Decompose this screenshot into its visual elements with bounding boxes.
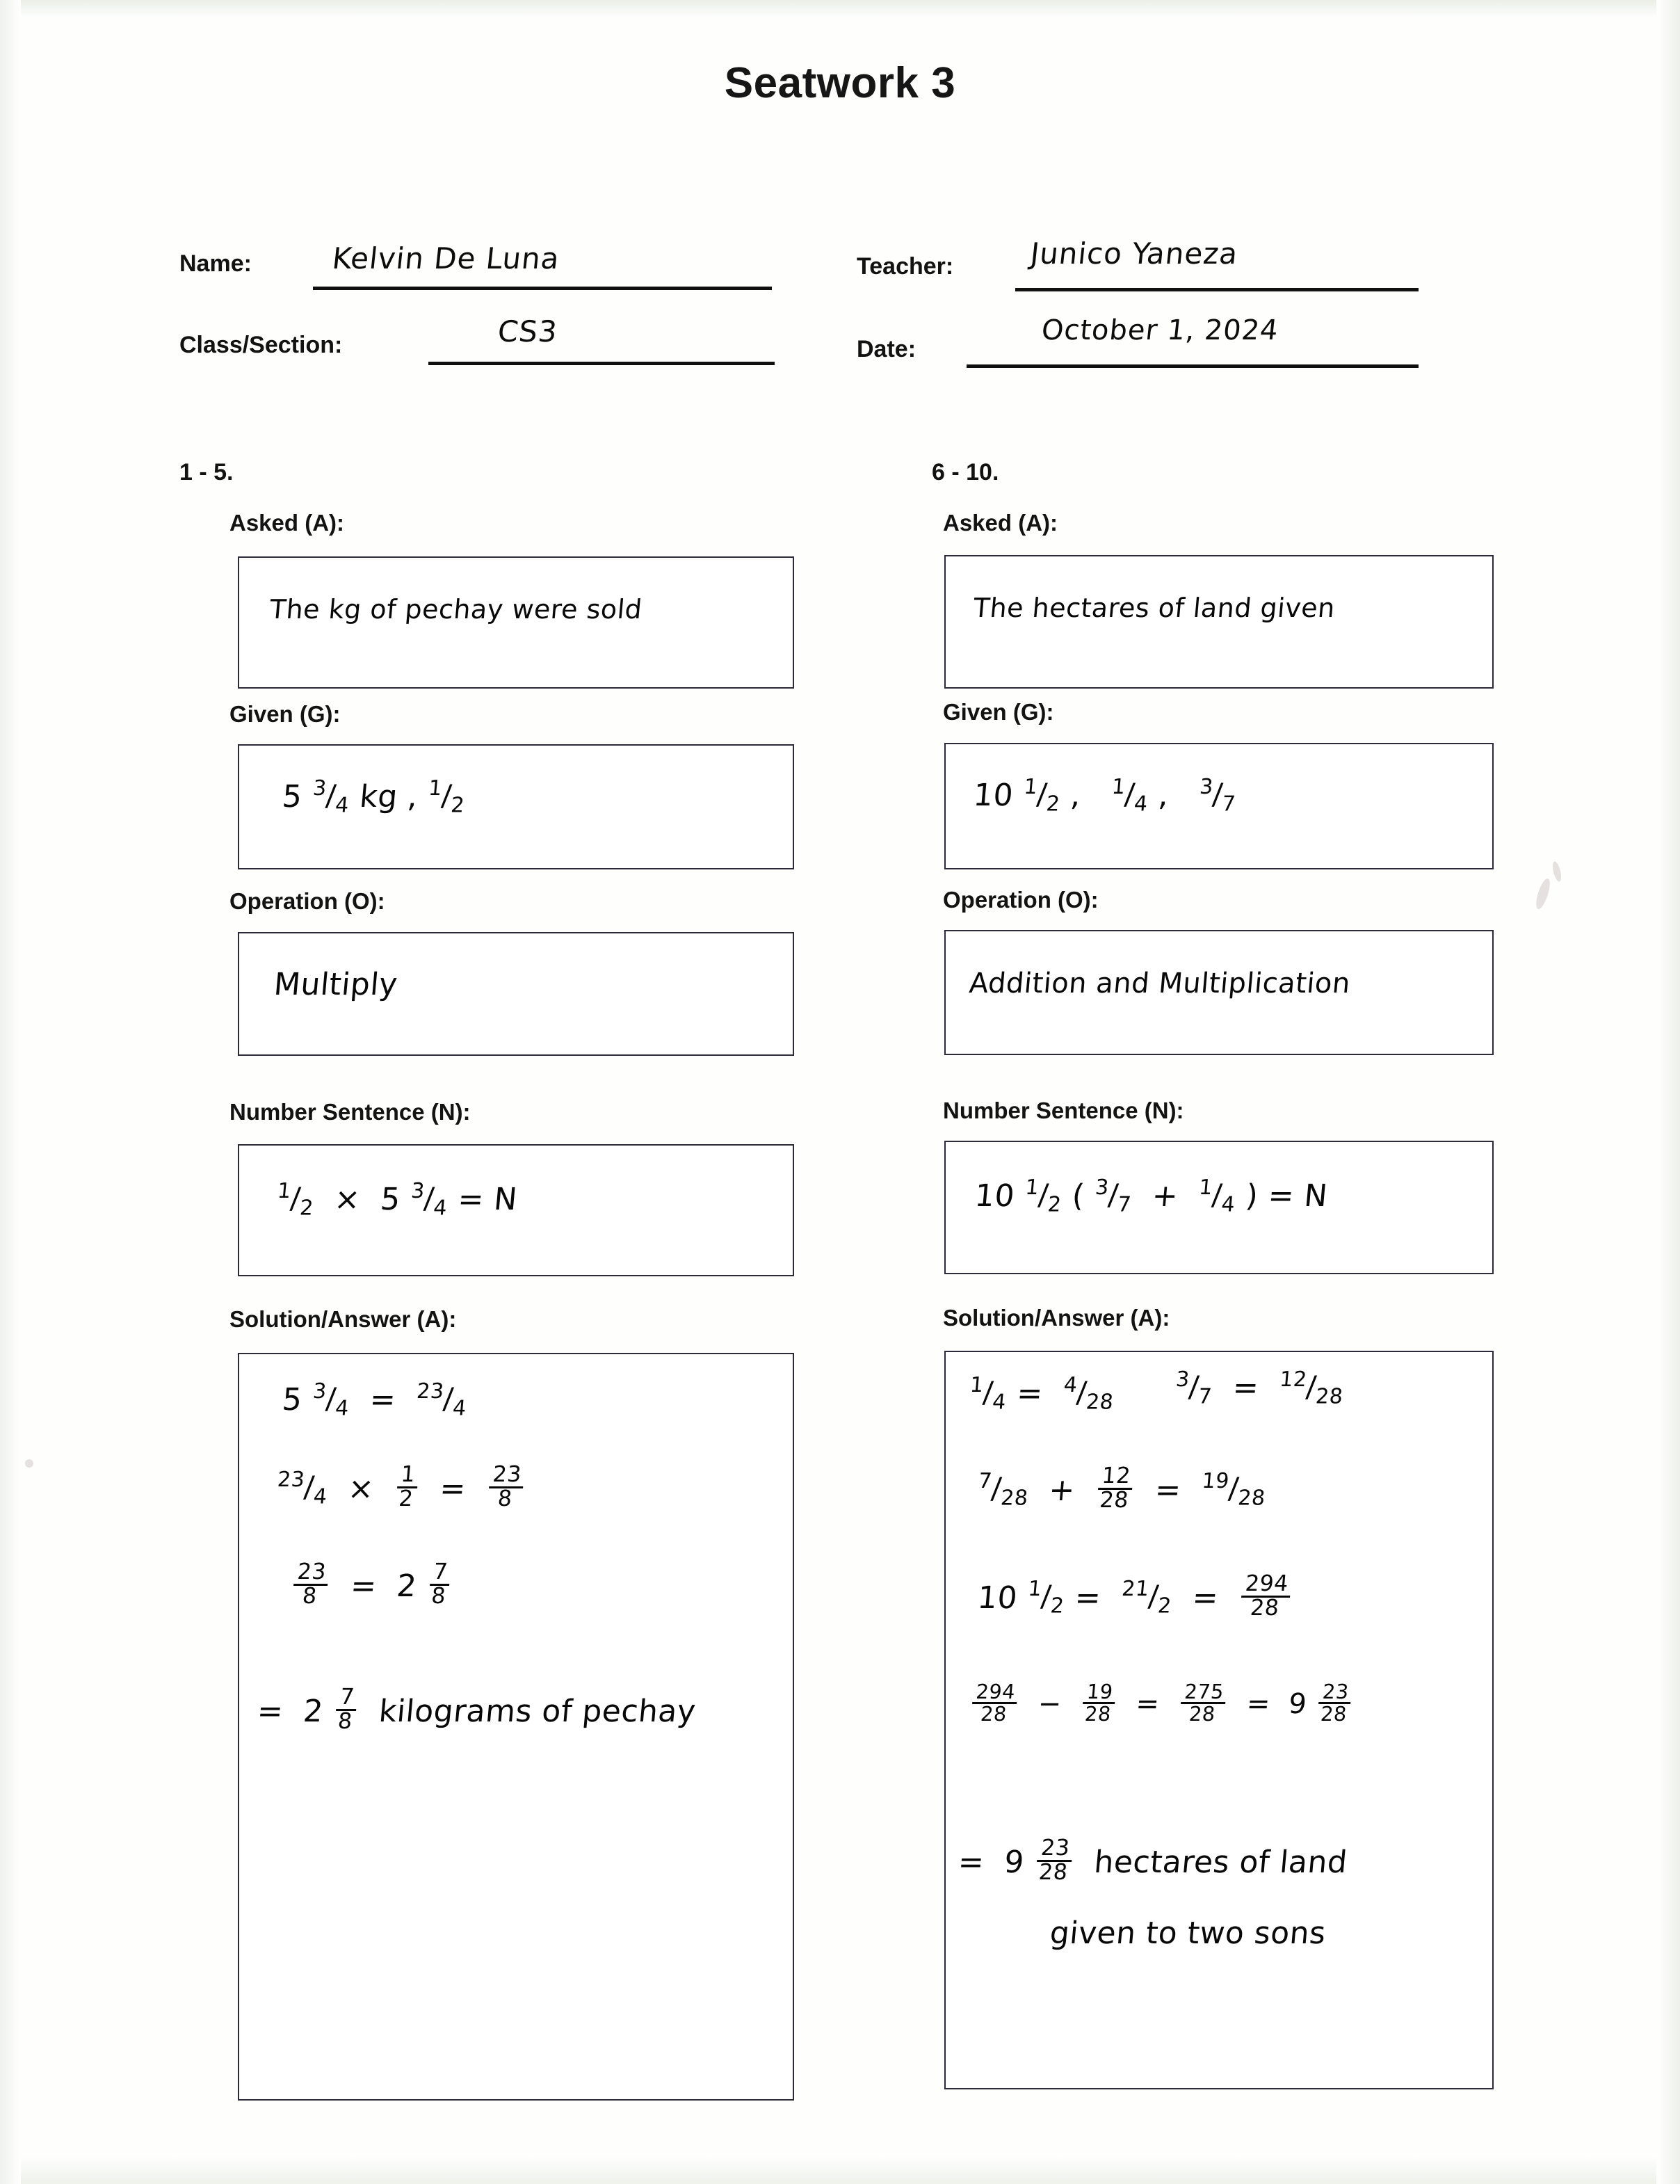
problem-1-given-value: 5 $^3/_4$ kg , $^1/_2$ bbox=[280, 776, 466, 818]
name-rule bbox=[313, 287, 772, 290]
date-label: Date: bbox=[857, 336, 916, 362]
problem-2-solution-label: Solution/Answer (A): bbox=[943, 1305, 1170, 1331]
problem-1-solution-line-1: 5 $^3/_4 = ^{23}/_4$ bbox=[280, 1379, 468, 1421]
class-section-label: Class/Section: bbox=[179, 332, 343, 358]
paper-smudge bbox=[1533, 877, 1553, 910]
page-title: Seatwork 3 bbox=[724, 59, 956, 107]
problem-1-solution-line-2: $^{23}/_4$ × $\frac{1}{2}$ = $\frac{23}{8}$ bbox=[275, 1466, 528, 1511]
scan-edge-right bbox=[1656, 0, 1680, 2184]
class-section-value[interactable]: CS3 bbox=[496, 314, 560, 348]
problem-2-given-box[interactable] bbox=[944, 743, 1494, 869]
problem-1-operation-label: Operation (O): bbox=[229, 888, 385, 914]
scan-edge-bottom bbox=[0, 2155, 1680, 2184]
date-rule bbox=[967, 364, 1419, 368]
problem-1-number-sentence-label: Number Sentence (N): bbox=[229, 1099, 471, 1125]
problem-2-operation-box[interactable] bbox=[944, 930, 1494, 1055]
problem-2-asked-box[interactable] bbox=[944, 555, 1494, 689]
problem-1-range: 1 - 5. bbox=[179, 459, 234, 485]
problem-2-asked-value: The hectares of land given bbox=[972, 593, 1336, 623]
problem-2-solution-line-3: 10 $^1/_2 = ^{21}/_2$ = $\frac{294}{28}$ bbox=[976, 1575, 1295, 1621]
problem-1-solution-box[interactable] bbox=[238, 1353, 794, 2101]
problem-2-asked-label: Asked (A): bbox=[943, 510, 1058, 536]
problem-2-range: 6 - 10. bbox=[932, 459, 999, 485]
name-label: Name: bbox=[179, 250, 252, 277]
scan-edge-left bbox=[0, 0, 21, 2184]
problem-2-number-sentence-value: 10 $^1/_2$ ( $^3/_7 + ^1/_4$ ) = N bbox=[973, 1175, 1330, 1217]
teacher-value[interactable]: Junico Yaneza bbox=[1028, 236, 1240, 271]
problem-1-number-sentence-value: $^1/_2 \times 5$ $^3/_4 = N$ bbox=[276, 1179, 519, 1221]
teacher-label: Teacher: bbox=[857, 253, 954, 280]
problem-2-solution-line-2: $^7/_{28}$ + $\frac{12}{28}$ = $^{19}/_{28}$ bbox=[977, 1463, 1267, 1513]
problem-1-given-label: Given (G): bbox=[229, 701, 341, 727]
problem-2-operation-value: Addition and Multiplication bbox=[967, 967, 1352, 999]
problem-1-number-sentence-box[interactable] bbox=[238, 1144, 794, 1276]
problem-1-given-box[interactable] bbox=[238, 744, 794, 869]
problem-1-asked-box[interactable] bbox=[238, 556, 794, 689]
problem-1-operation-box[interactable] bbox=[238, 932, 794, 1056]
problem-2-number-sentence-box[interactable] bbox=[944, 1141, 1494, 1274]
problem-2-operation-label: Operation (O): bbox=[943, 887, 1099, 913]
problem-1-solution-line-4: = 2 $\frac{7}{8}$ kilograms of pechay bbox=[255, 1685, 697, 1734]
problem-1-solution-line-3: $\frac{23}{8}$ = 2 $\frac{7}{8}$ bbox=[289, 1563, 454, 1609]
date-value[interactable]: October 1, 2024 bbox=[1040, 314, 1280, 346]
problem-2-solution-line-1b: $^3/_7 = ^{12}/_{28}$ bbox=[1174, 1367, 1344, 1409]
problem-2-solution-box[interactable] bbox=[944, 1351, 1494, 2089]
problem-1-asked-value: The kg of pechay were sold bbox=[268, 594, 644, 625]
paper-speck bbox=[25, 1459, 33, 1468]
class-section-rule bbox=[428, 362, 775, 365]
problem-2-solution-line-4: $\frac{294}{28}$ − $\frac{19}{28}$ = $\frac{275}{28}$ = 9 $\frac{23}{28}$ bbox=[967, 1683, 1355, 1726]
problem-2-number-sentence-label: Number Sentence (N): bbox=[943, 1098, 1184, 1123]
problem-1-solution-label: Solution/Answer (A): bbox=[229, 1306, 457, 1332]
scan-edge-top bbox=[0, 0, 1680, 18]
problem-2-solution-line-6: given to two sons bbox=[1048, 1916, 1327, 1951]
problem-1-operation-value: Multiply bbox=[272, 967, 399, 1002]
problem-2-given-value: 10 $^1/_2$ , $^1/_4$ , $^3/_7$ bbox=[971, 775, 1237, 817]
problem-2-solution-line-1: $^1/_4 = ^4/_{28}$ bbox=[969, 1373, 1115, 1415]
teacher-rule bbox=[1015, 288, 1419, 291]
problem-2-solution-line-5: = 9 $\frac{23}{28}$ hectares of land bbox=[956, 1836, 1349, 1885]
problem-2-given-label: Given (G): bbox=[943, 699, 1054, 725]
paper-smudge bbox=[1551, 860, 1563, 883]
name-value[interactable]: Kelvin De Luna bbox=[330, 241, 562, 275]
problem-1-asked-label: Asked (A): bbox=[229, 510, 345, 536]
